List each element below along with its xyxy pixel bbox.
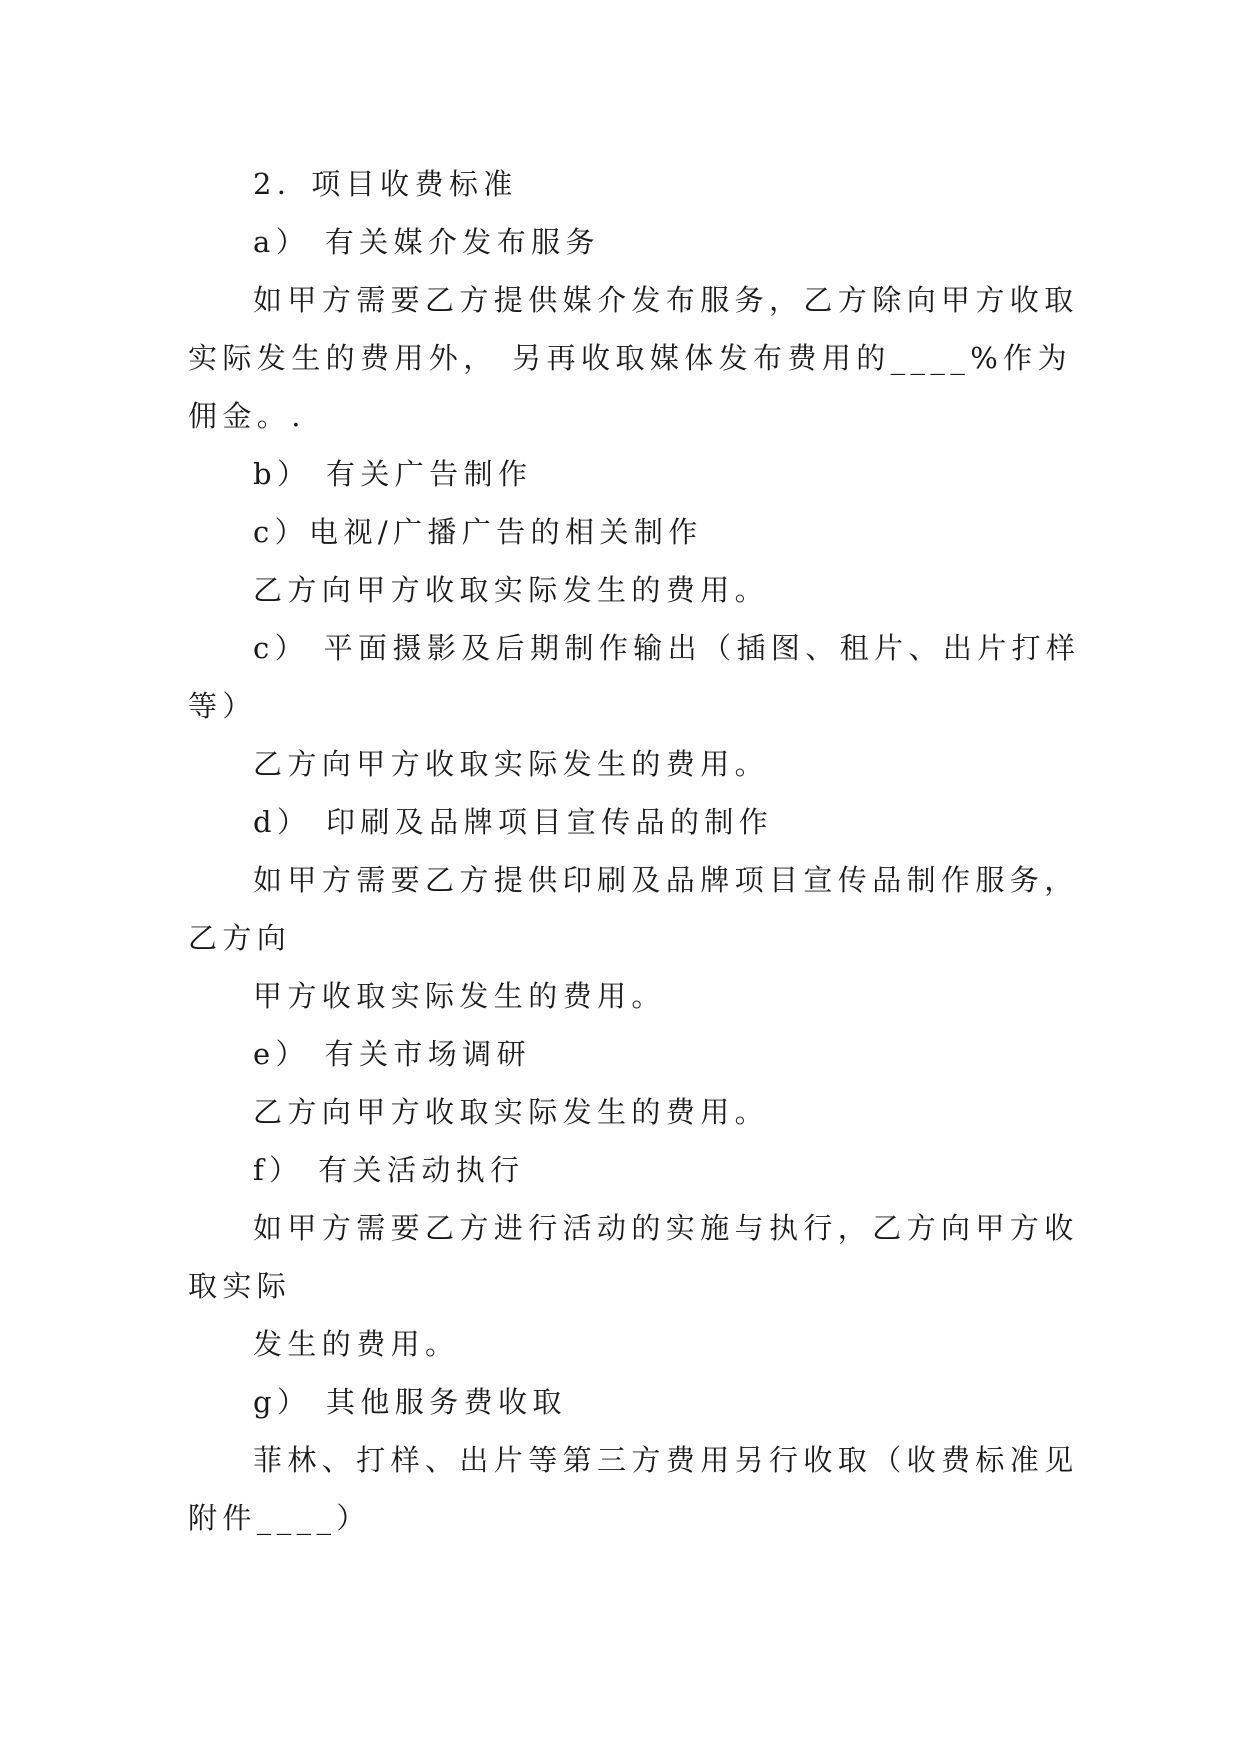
item-b-heading: b） 有关广告制作 [253, 457, 533, 491]
item-c-print-paragraph: 乙方向甲方收取实际发生的费用。 [253, 747, 770, 781]
item-c-tv-paragraph: 乙方向甲方收取实际发生的费用。 [253, 573, 770, 607]
item-c-print-heading-line-1: c） 平面摄影及后期制作输出（插图、租片、出片打样 [253, 631, 1081, 665]
item-a-paragraph-line-2: 实际发生的费用外， 另再收取媒体发布费用的____%作为 [188, 341, 1072, 375]
item-d-paragraph-line-1: 如甲方需要乙方提供印刷及品牌项目宣传品制作服务， [253, 863, 1079, 897]
item-d-paragraph-line-2: 乙方向 [188, 921, 292, 955]
item-e-heading: e） 有关市场调研 [253, 1037, 531, 1071]
item-c-heading-tv: c）电视/广播广告的相关制作 [253, 515, 703, 549]
item-g-heading: g） 其他服务费收取 [253, 1385, 567, 1419]
item-c-print-heading-line-2: 等） [188, 689, 257, 723]
item-f-paragraph-line-2: 取实际 [188, 1269, 292, 1303]
item-d-paragraph-line-3: 甲方收取实际发生的费用。 [253, 979, 666, 1013]
section-heading: 2．项目收费标准 [253, 167, 518, 201]
item-f-paragraph-line-1: 如甲方需要乙方进行活动的实施与执行，乙方向甲方收 [253, 1211, 1079, 1245]
item-f-heading: f） 有关活动执行 [253, 1153, 525, 1187]
item-a-paragraph-line-1: 如甲方需要乙方提供媒介发布服务，乙方除向甲方收取 [253, 283, 1079, 317]
item-a-heading: a） 有关媒介发布服务 [253, 225, 600, 259]
item-g-paragraph-line-1: 菲林、打样、出片等第三方费用另行收取（收费标准见 [253, 1443, 1079, 1477]
item-e-paragraph: 乙方向甲方收取实际发生的费用。 [253, 1095, 770, 1129]
item-a-paragraph-line-3: 佣金。. [188, 399, 306, 433]
item-g-paragraph-line-2: 附件____） [188, 1501, 371, 1535]
item-f-paragraph-line-3: 发生的费用。 [253, 1327, 460, 1361]
item-d-heading: d） 印刷及品牌项目宣传品的制作 [253, 805, 774, 839]
